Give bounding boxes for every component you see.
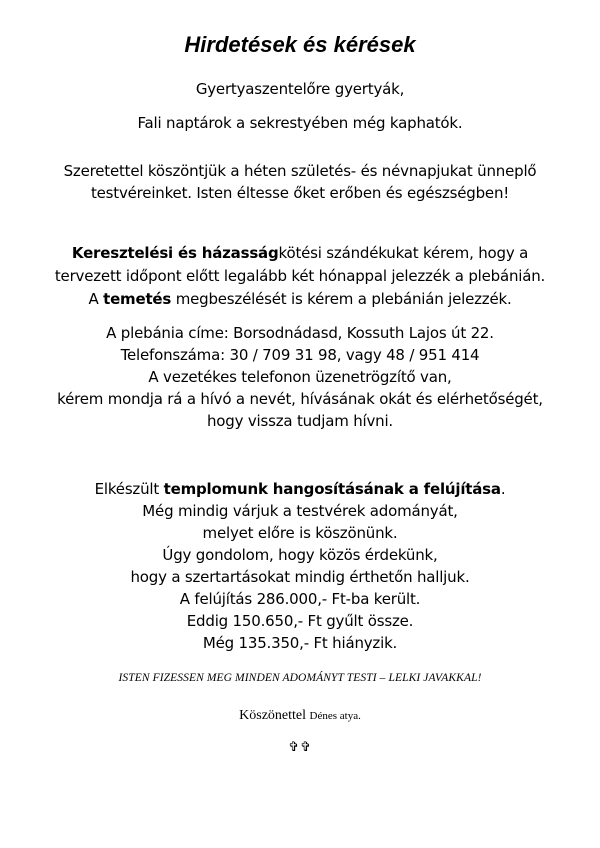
- renovation-headline: [20, 478, 580, 500]
- renovation-bold: templomunk hangosításának a felújítása: [163, 480, 501, 498]
- renovation-line-4: Úgy gondolom, hogy közös érdekünk,: [162, 546, 438, 564]
- contact-paragraph: [20, 322, 580, 432]
- thanks-text: Köszönettel: [239, 708, 307, 723]
- baptism-line-1: [20, 242, 580, 265]
- funeral-line-pre: A: [88, 290, 104, 308]
- answering-machine-line: A vezetékes telefonon üzenetrögzítő van,: [148, 368, 452, 386]
- callback-line-end: hogy vissza tudjam hívni.: [206, 412, 393, 430]
- parish-phone: Telefonszáma: 30 / 709 31 98, vagy 48 / 951 414: [120, 346, 480, 364]
- funeral-line: [20, 288, 580, 311]
- renovation-line-5: hogy a szertartásokat mindig érthetőn halljuk.: [130, 568, 470, 586]
- parish-address: A plebánia címe: Borsodnádasd, Kossuth Lajos út 22.: [106, 324, 494, 342]
- renovation-collected: Eddig 150.650,- Ft gyűlt össze.: [186, 612, 414, 630]
- intro-line-calendars: Fali naptárok a sekrestyében még kaphatók.: [137, 114, 463, 132]
- donation-appeal: ISTEN FIZESSEN MEG MINDEN ADOMÁNYT TESTI – LELKI JAVAKKAL!: [118, 672, 482, 684]
- renovation-line-3: melyet előre is köszönünk.: [202, 524, 398, 542]
- callback-request-line: kérem mondja rá a hívó a nevét, hívásának okát és elérhetőségét,: [57, 390, 543, 408]
- baptism-line-1-rest: kötési szándékukat kérem, hogy a: [278, 244, 529, 262]
- renovation-paragraph: [20, 478, 580, 654]
- closing-thanks: [0, 707, 600, 725]
- renovation-pre: Elkészült: [94, 480, 164, 498]
- renovation-missing: Még 135.350,- Ft hiányzik.: [202, 634, 398, 652]
- greeting-line-2: testvéreinket. Isten éltesse őket erőben és egészségben!: [90, 184, 510, 202]
- baptism-line-2: tervezett időpont előtt legalább két hónappal jelezzék a plebánián.: [54, 267, 546, 285]
- renovation-post: .: [500, 480, 506, 498]
- renovation-cost: A felújítás 286.000,- Ft-ba került.: [179, 590, 421, 608]
- renovation-line-2: Még mindig várjuk a testvérek adományát,: [142, 502, 458, 520]
- intro-line-candles: Gyertyaszentelőre gyertyák,: [195, 80, 405, 98]
- baptism-wedding-bold: Keresztelési és házasság: [71, 244, 279, 262]
- greeting-line-1: Szeretettel köszöntjük a héten születés- és névnapjukat ünneplő: [63, 162, 537, 180]
- greeting-paragraph: [20, 160, 580, 204]
- page-title: Hirdetések és kérések: [184, 32, 416, 57]
- intro-paragraph: [20, 72, 580, 140]
- funeral-bold: temetés: [103, 290, 172, 308]
- cross-icon: ✞✞: [288, 740, 312, 755]
- funeral-line-rest: megbeszélését is kérem a plebánián jelezzék.: [171, 290, 512, 308]
- baptism-wedding-paragraph: [20, 242, 580, 311]
- signature: Dénes atya.: [309, 710, 361, 722]
